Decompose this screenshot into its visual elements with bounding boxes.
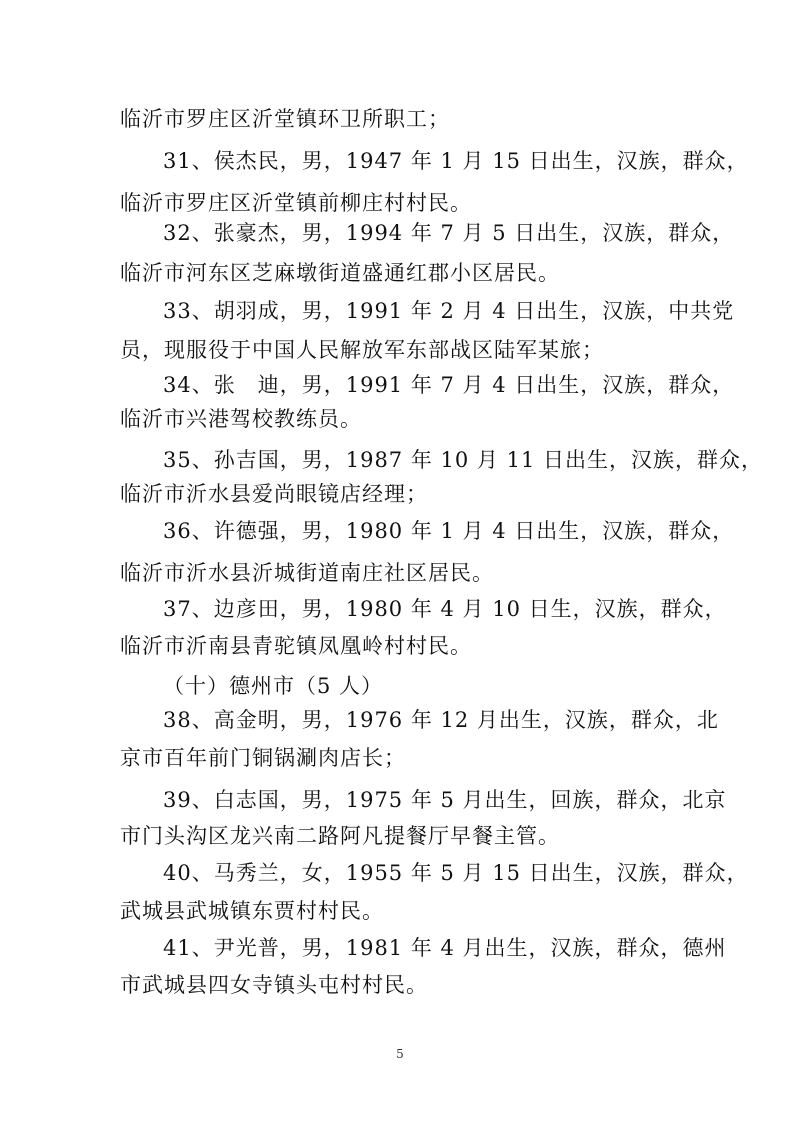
text-line: 临沂市沂南县青驼镇凤凰岭村村民。 <box>120 634 472 658</box>
text-line: 员，现服役于中国人民解放军东部战区陆军某旅； <box>120 338 604 362</box>
text-line: 临沂市罗庄区沂堂镇前柳庄村村民。 <box>120 191 472 215</box>
text-line: 37、边彦田，男，1980 年 4 月 10 日生，汉族，群众， <box>163 597 727 621</box>
text-line: 31、侯杰民，男，1947 年 1 月 15 日出生，汉族，群众， <box>163 149 749 173</box>
text-line: 临沂市罗庄区沂堂镇环卫所职工； <box>120 107 450 131</box>
text-line: 市武城县四女寺镇头屯村村民。 <box>120 973 428 997</box>
text-line: 38、高金明，男，1976 年 12 月出生，汉族，群众，北 <box>163 708 719 732</box>
text-line: 35、孙吉国，男，1987 年 10 月 11 日出生，汉族，群众， <box>163 448 763 472</box>
text-line: 市门头沟区龙兴南二路阿凡提餐厅早餐主管。 <box>120 824 560 848</box>
text-line: 京市百年前门铜锅涮肉店长； <box>120 746 406 770</box>
text-line: 临沂市沂水县爱尚眼镜店经理； <box>120 482 428 506</box>
text-line: 39、白志国，男，1975 年 5 月出生，回族，群众，北京 <box>163 788 727 812</box>
text-line: 临沂市沂水县沂城街道南庄社区居民。 <box>120 561 494 585</box>
text-line: 33、胡羽成，男，1991 年 2 月 4 日出生，汉族，中共党 <box>163 299 735 323</box>
text-line: 临沂市兴港驾校教练员。 <box>120 407 362 431</box>
section-heading: （十）德州市（5 人） <box>163 674 384 698</box>
text-line: 32、张豪杰，男，1994 年 7 月 5 日出生，汉族，群众， <box>163 221 735 245</box>
text-line: 武城县武城镇东贾村村民。 <box>120 899 384 923</box>
text-line: 34、张 迪，男，1991 年 7 月 4 日出生，汉族，群众， <box>163 373 735 397</box>
text-line: 40、马秀兰，女，1955 年 5 月 15 日出生，汉族，群众， <box>163 861 749 885</box>
text-line: 41、尹光普，男，1981 年 4 月出生，汉族，群众，德州 <box>163 936 727 960</box>
text-line: 36、许德强，男，1980 年 1 月 4 日出生，汉族，群众， <box>163 519 735 543</box>
page-number: 5 <box>396 1047 404 1061</box>
text-line: 临沂市河东区芝麻墩街道盛通红郡小区居民。 <box>120 261 560 285</box>
